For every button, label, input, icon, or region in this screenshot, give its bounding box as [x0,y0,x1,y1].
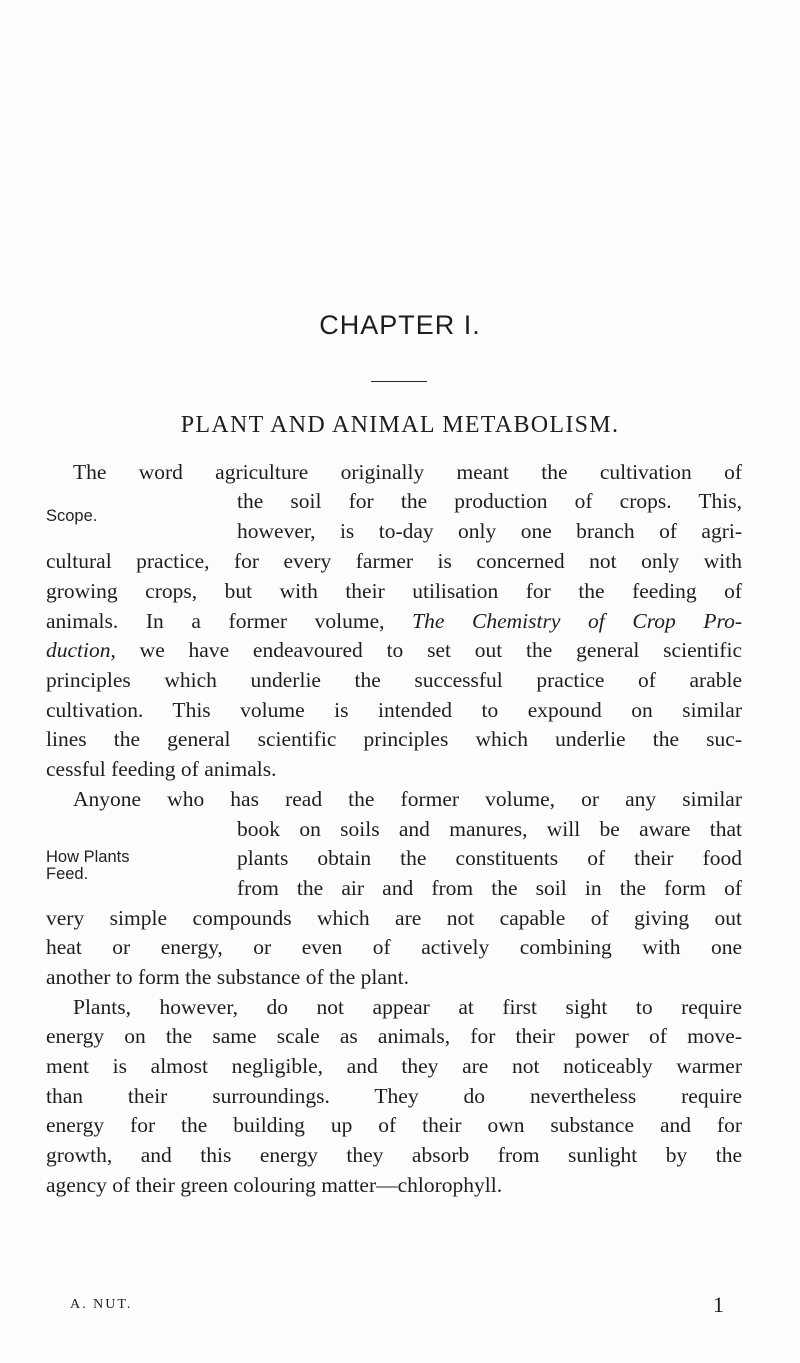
paragraph3-line: ment is almost negligible, and they are not noticeably warmer [46,1054,742,1078]
text-run: we have endeavoured to set out the general scientific [115,638,742,662]
paragraph2-line: another to form the substance of the plant. [46,965,410,989]
paragraph3-line: Plants, however, do not appear at first sight to require [73,995,742,1019]
book-title-italic: The Chemistry of Crop Pro- [412,609,742,633]
text-run: animals. In a former volume, [46,609,413,633]
paragraph3-line: than their surroundings. They do nevertheless require [46,1084,742,1108]
paragraph2-line: Anyone who has read the former volume, or any similar [73,787,742,811]
paragraph1-line: growing crops, but with their utilisation for the feeding of [46,579,742,603]
paragraph2-line: very simple compounds which are not capable of giving out [46,906,742,930]
paragraph1-line [46,607,742,635]
margin-note-line: Feed. [46,865,89,883]
signature-mark: A. NUT. [70,1297,133,1312]
paragraph1-line: the soil for the production of crops. This, [237,489,742,513]
paragraph1-line: lines the general scientific principles which underlie the suc- [46,727,742,751]
paragraph1-line: The word agriculture originally meant the cultivation of [73,460,742,484]
book-title-italic: duction, [46,638,116,662]
margin-note-line: How Plants [46,848,130,866]
paragraph1-line: cultural practice, for every farmer is concerned not only with [46,549,742,573]
paragraph1-line: however, is to-day only one branch of agri- [237,519,742,543]
paragraph2-line: from the air and from the soil in the form of [237,876,742,900]
chapter-heading: CHAPTER I. [319,310,481,340]
chapter-title: PLANT AND ANIMAL METABOLISM. [180,412,620,438]
paragraph1-line [46,636,742,664]
paragraph2-line: plants obtain the constituents of their food [237,846,742,870]
paragraph3-line: energy for the building up of their own substance and for [46,1113,742,1137]
paragraph2-line: heat or energy, or even of actively combining with one [46,935,742,959]
paragraph3-line: agency of their green colouring matter—chlorophyll. [46,1173,503,1197]
paragraph1-line: cultivation. This volume is intended to expound on similar [46,698,742,722]
page-number: 1 [713,1292,724,1317]
paragraph2-line: book on soils and manures, will be aware that [237,817,742,841]
paragraph3-line: energy on the same scale as animals, for their power of move- [46,1024,742,1048]
margin-note-scope: Scope. [46,507,98,525]
paragraph1-line: cessful feeding of animals. [46,757,277,781]
paragraph1-line: principles which underlie the successful practice of arable [46,668,742,692]
margin-note-how-plants-feed [46,849,129,883]
paragraph3-line: growth, and this energy they absorb from sunlight by the [46,1143,742,1167]
heading-rule [371,381,427,382]
